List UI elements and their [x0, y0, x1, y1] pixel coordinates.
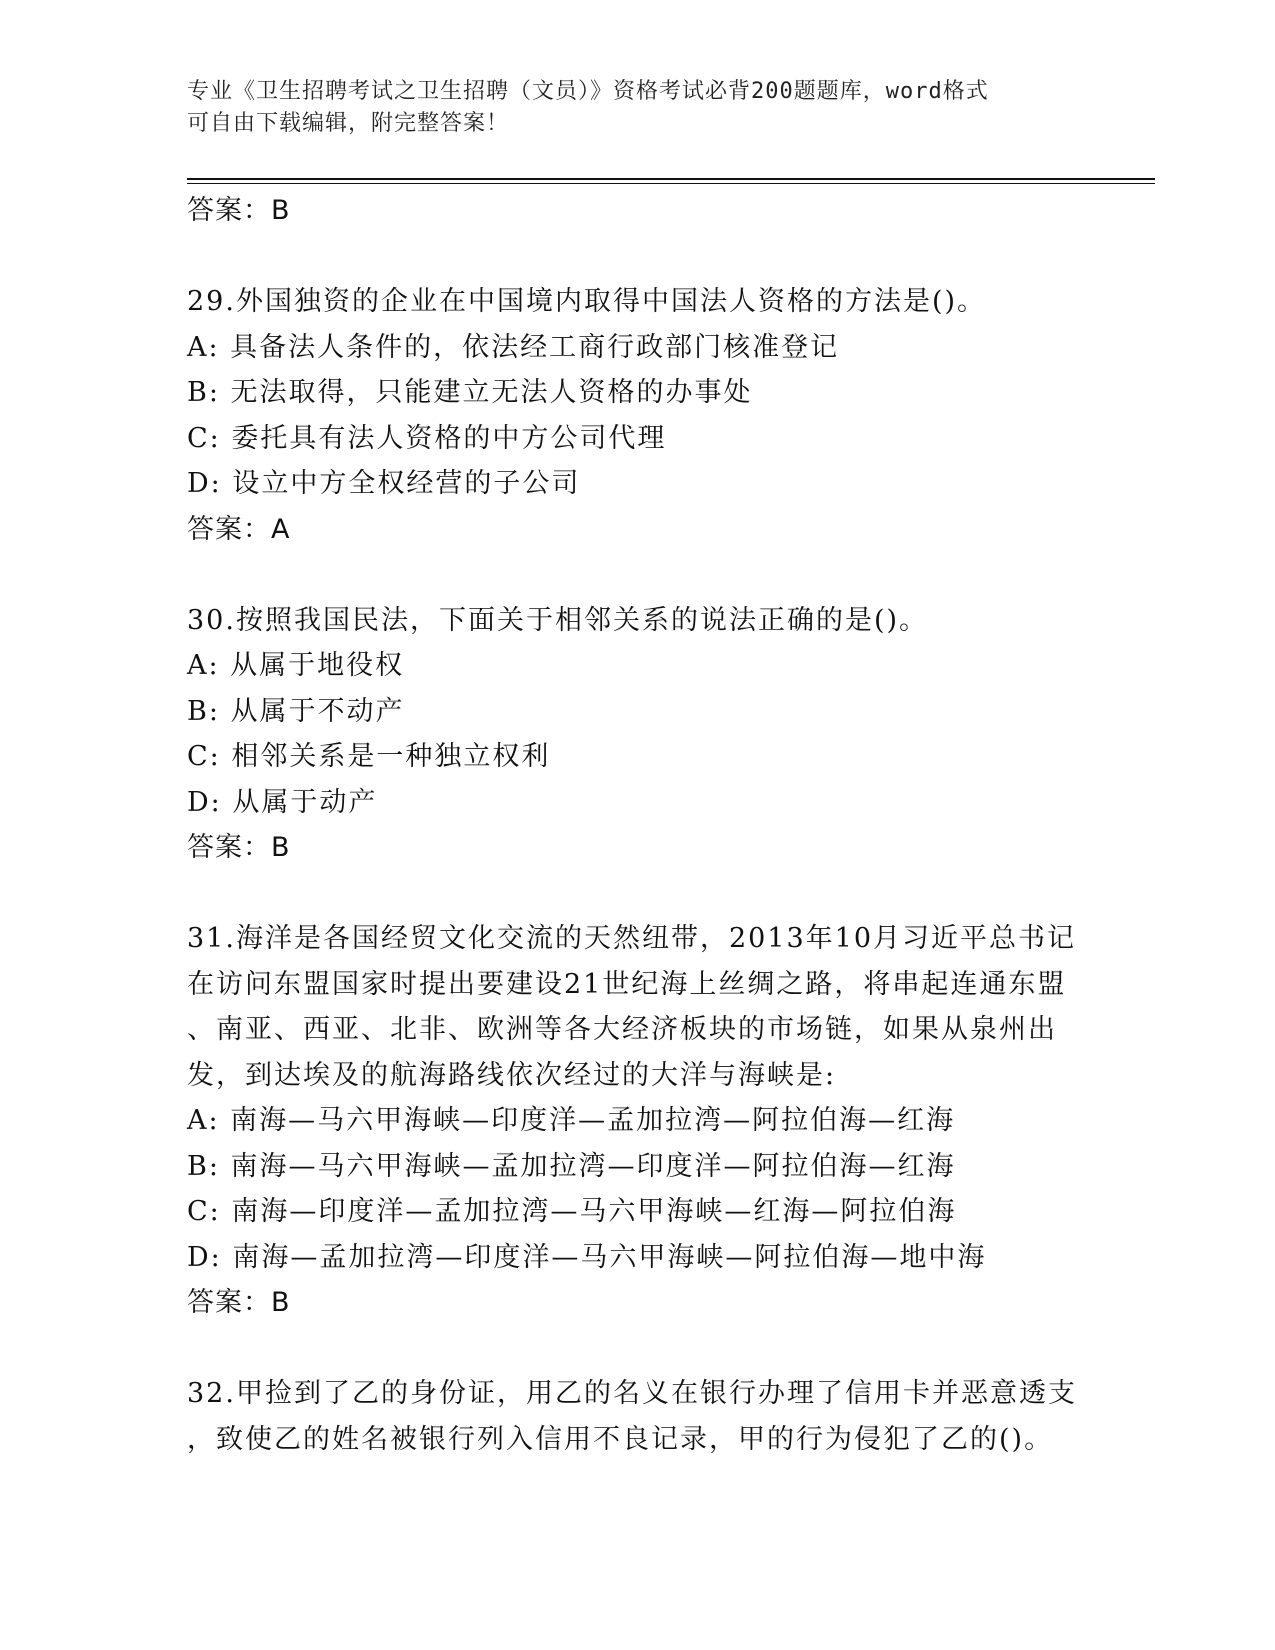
- option-b: B: 南海—马六甲海峡—孟加拉湾—印度洋—阿拉伯海—红海: [187, 1150, 956, 1182]
- answer-line: 答案：B: [187, 832, 291, 863]
- option-b: B: 从属于不动产: [187, 695, 405, 727]
- answer-line: 答案：A: [187, 513, 291, 545]
- option-d: D: 从属于动产: [187, 786, 378, 818]
- option-a: A: 南海—马六甲海峡—印度洋—孟加拉湾—阿拉伯海—红海: [187, 1105, 956, 1136]
- answer-line: 答案：B: [187, 1287, 291, 1318]
- question-text: 、南亚、西亚、北非、欧洲等各大经济板块的市场链，如果从泉州出: [187, 1014, 1057, 1045]
- document-body: [187, 188, 1087, 1462]
- header-line-2: 可自由下载编辑，附完整答案！: [187, 111, 510, 136]
- spacer: [187, 552, 1087, 598]
- question-31: [187, 916, 1087, 1326]
- option-c: C: 南海—印度洋—孟加拉湾—马六甲海峡—红海—阿拉伯海: [187, 1196, 957, 1227]
- question-text: 发，到达埃及的航海路线依次经过的大洋与海峡是:: [187, 1059, 837, 1091]
- option-d: D: 南海—孟加拉湾—印度洋—马六甲海峡—阿拉伯海—地中海: [187, 1241, 987, 1273]
- spacer: [187, 1326, 1087, 1372]
- header-line-1: 专业《卫生招聘考试之卫生招聘（文员）》资格考试必背200题题库，word格式: [187, 79, 989, 104]
- header-rule-thin: [187, 183, 1155, 184]
- spacer: [187, 234, 1087, 280]
- header-rule-thick: [187, 178, 1155, 180]
- option-a: A: 具备法人条件的，依法经工商行政部门核准登记: [187, 331, 840, 363]
- question-32: [187, 1371, 1087, 1462]
- question-text: 29.外国独资的企业在中国境内取得中国法人资格的方法是()。: [187, 286, 987, 317]
- option-c: C: 相邻关系是一种独立权利: [187, 741, 551, 772]
- question-text: ，致使乙的姓名被银行列入信用不良记录，甲的行为侵犯了乙的()。: [187, 1423, 1054, 1455]
- document-header: [187, 76, 1067, 140]
- answer-line: 答案：B: [187, 195, 291, 226]
- option-d: D: 设立中方全权经营的子公司: [187, 468, 581, 499]
- question-29: [187, 279, 1087, 552]
- option-a: A: 从属于地役权: [187, 650, 405, 681]
- question-text: 32.甲捡到了乙的身份证，用乙的名义在银行办理了信用卡并恶意透支: [187, 1378, 1077, 1409]
- question-text: 在访问东盟国家时提出要建设21世纪海上丝绸之路，将串起连通东盟: [187, 968, 1067, 1000]
- question-text: 30.按照我国民法，下面关于相邻关系的说法正确的是()。: [187, 604, 929, 636]
- spacer: [187, 871, 1087, 917]
- option-b: B: 无法取得，只能建立无法人资格的办事处: [187, 377, 753, 408]
- option-c: C: 委托具有法人资格的中方公司代理: [187, 422, 667, 454]
- question-text: 31.海洋是各国经贸文化交流的天然纽带，2013年10月习近平总书记: [187, 923, 1077, 954]
- question-30: [187, 598, 1087, 871]
